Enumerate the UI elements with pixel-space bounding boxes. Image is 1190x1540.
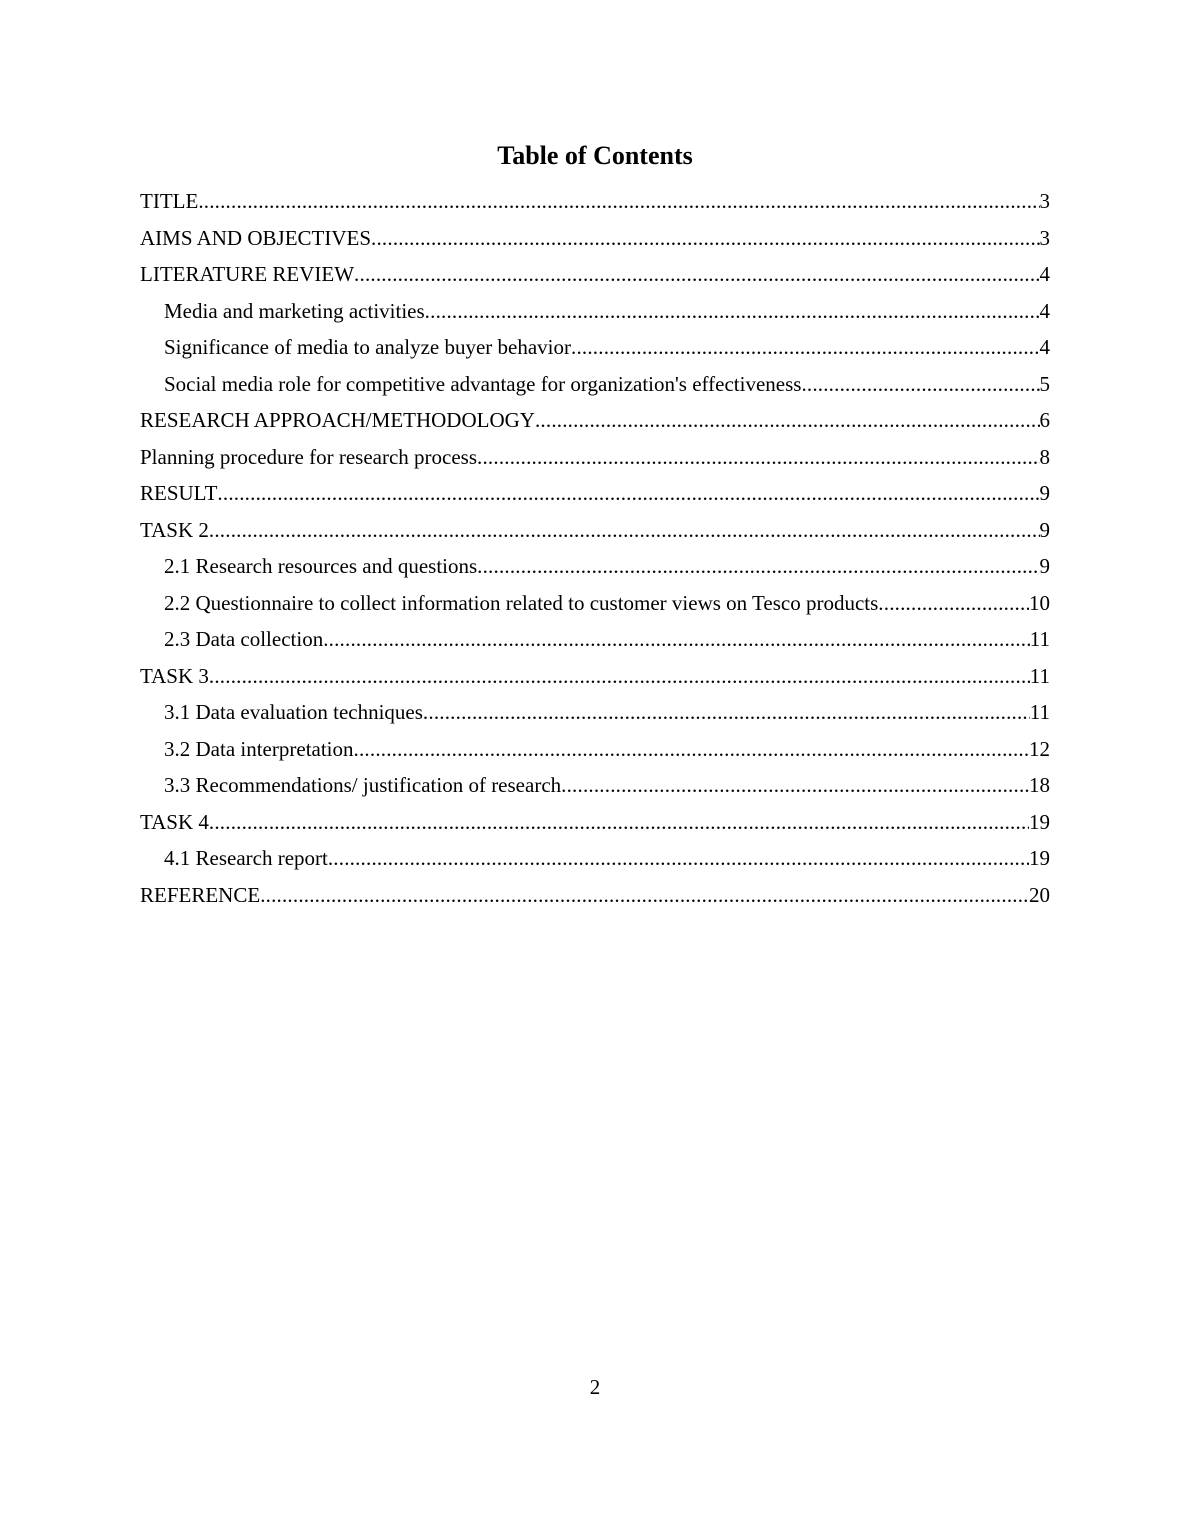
toc-entry-title: 4.1 Research report	[164, 846, 328, 870]
toc-entry-page: 9	[1039, 517, 1050, 542]
toc-entry-title: REFERENCE	[140, 882, 261, 907]
toc-entry[interactable]	[140, 731, 1050, 768]
toc-entry[interactable]	[140, 220, 1050, 257]
dot-leader	[561, 767, 1029, 804]
toc-entry-page: 3	[1039, 189, 1050, 213]
dot-leader	[477, 548, 1039, 585]
toc-entry[interactable]	[140, 621, 1050, 658]
toc-entry-title: 2.3 Data collection	[164, 627, 324, 651]
toc-entry-page: 6	[1039, 408, 1050, 432]
toc-entry[interactable]	[140, 804, 1050, 841]
dot-leader	[878, 585, 1029, 622]
toc-entry-title: 3.3 Recommendations/ justification of research	[164, 773, 562, 797]
toc-entry-page: 12	[1029, 736, 1050, 761]
toc-entry-page: 11	[1029, 627, 1050, 651]
toc-entry-page: 18	[1029, 773, 1050, 797]
dot-leader	[198, 183, 1039, 220]
dot-leader	[209, 512, 1040, 549]
toc-heading: Table of Contents	[497, 141, 693, 170]
toc-entry[interactable]	[140, 767, 1050, 804]
dot-leader	[323, 621, 1030, 658]
toc-entry-page: 5	[1039, 371, 1050, 396]
toc-entry-page: 11	[1029, 663, 1050, 688]
dot-leader	[571, 329, 1040, 366]
toc-entry-page: 4	[1039, 262, 1050, 286]
toc-entry-title: LITERATURE REVIEW	[140, 262, 355, 286]
toc-entry-title: Social media role for competitive advantage for organization's effectiveness	[164, 371, 802, 396]
toc-entry-title: 2.1 Research resources and questions	[164, 554, 478, 578]
toc-entry-page: 20	[1029, 882, 1050, 907]
toc-entry-page: 8	[1039, 444, 1050, 469]
toc-entry-title: 3.2 Data interpretation	[164, 736, 354, 761]
toc-entry[interactable]	[140, 475, 1050, 512]
toc-entry-title: RESULT	[140, 481, 218, 505]
toc-entry-title: 3.1 Data evaluation techniques	[164, 700, 423, 724]
toc-entry-page: 19	[1029, 809, 1050, 834]
toc-entry-title: AIMS AND OBJECTIVES	[140, 225, 372, 250]
toc-entry-page: 3	[1039, 225, 1050, 250]
toc-entry-title: Significance of media to analyze buyer behavior	[164, 335, 571, 359]
dot-leader	[209, 804, 1029, 841]
toc-entry[interactable]	[140, 877, 1050, 914]
page-number: 2	[589, 1375, 601, 1399]
toc-entry[interactable]	[140, 512, 1050, 549]
toc-entry[interactable]	[140, 439, 1050, 476]
dot-leader	[371, 220, 1039, 257]
toc-entry[interactable]	[140, 366, 1050, 403]
toc-entry-title: 2.2 Questionnaire to collect information related to customer views on Tesco products	[164, 590, 879, 615]
toc-entry[interactable]	[140, 548, 1050, 585]
dot-leader	[209, 658, 1030, 695]
toc-entry-title: TASK 3	[140, 663, 209, 688]
toc-entry-title: Media and marketing activities	[164, 298, 425, 323]
toc-entry[interactable]	[140, 183, 1050, 220]
toc-entry-page: 10	[1029, 590, 1050, 615]
table-of-contents	[140, 183, 1050, 913]
toc-entry-title: TASK 4	[140, 809, 209, 834]
toc-entry[interactable]	[140, 256, 1050, 293]
toc-entry-title: TITLE	[140, 189, 199, 213]
toc-entry-title: Planning procedure for research process	[140, 444, 478, 469]
toc-entry-page: 4	[1039, 298, 1050, 323]
toc-entry[interactable]	[140, 694, 1050, 731]
toc-entry-page: 9	[1039, 481, 1050, 505]
toc-entry[interactable]	[140, 658, 1050, 695]
toc-entry-title: RESEARCH APPROACH/METHODOLOGY	[140, 408, 535, 432]
dot-leader	[425, 293, 1040, 330]
dot-leader	[260, 877, 1029, 914]
toc-entry[interactable]	[140, 293, 1050, 330]
toc-entry[interactable]	[140, 329, 1050, 366]
toc-entry-page: 11	[1029, 700, 1050, 724]
dot-leader	[354, 256, 1039, 293]
toc-entry-page: 9	[1039, 554, 1050, 578]
toc-entry[interactable]	[140, 840, 1050, 877]
dot-leader	[423, 694, 1030, 731]
dot-leader	[801, 366, 1039, 403]
toc-entry-title: TASK 2	[140, 517, 209, 542]
dot-leader	[535, 402, 1040, 439]
dot-leader	[354, 731, 1029, 768]
dot-leader	[328, 840, 1029, 877]
toc-entry-page: 4	[1039, 335, 1050, 359]
toc-entry[interactable]	[140, 402, 1050, 439]
toc-entry[interactable]	[140, 585, 1050, 622]
dot-leader	[477, 439, 1039, 476]
toc-entry-page: 19	[1029, 846, 1050, 870]
dot-leader	[217, 475, 1039, 512]
